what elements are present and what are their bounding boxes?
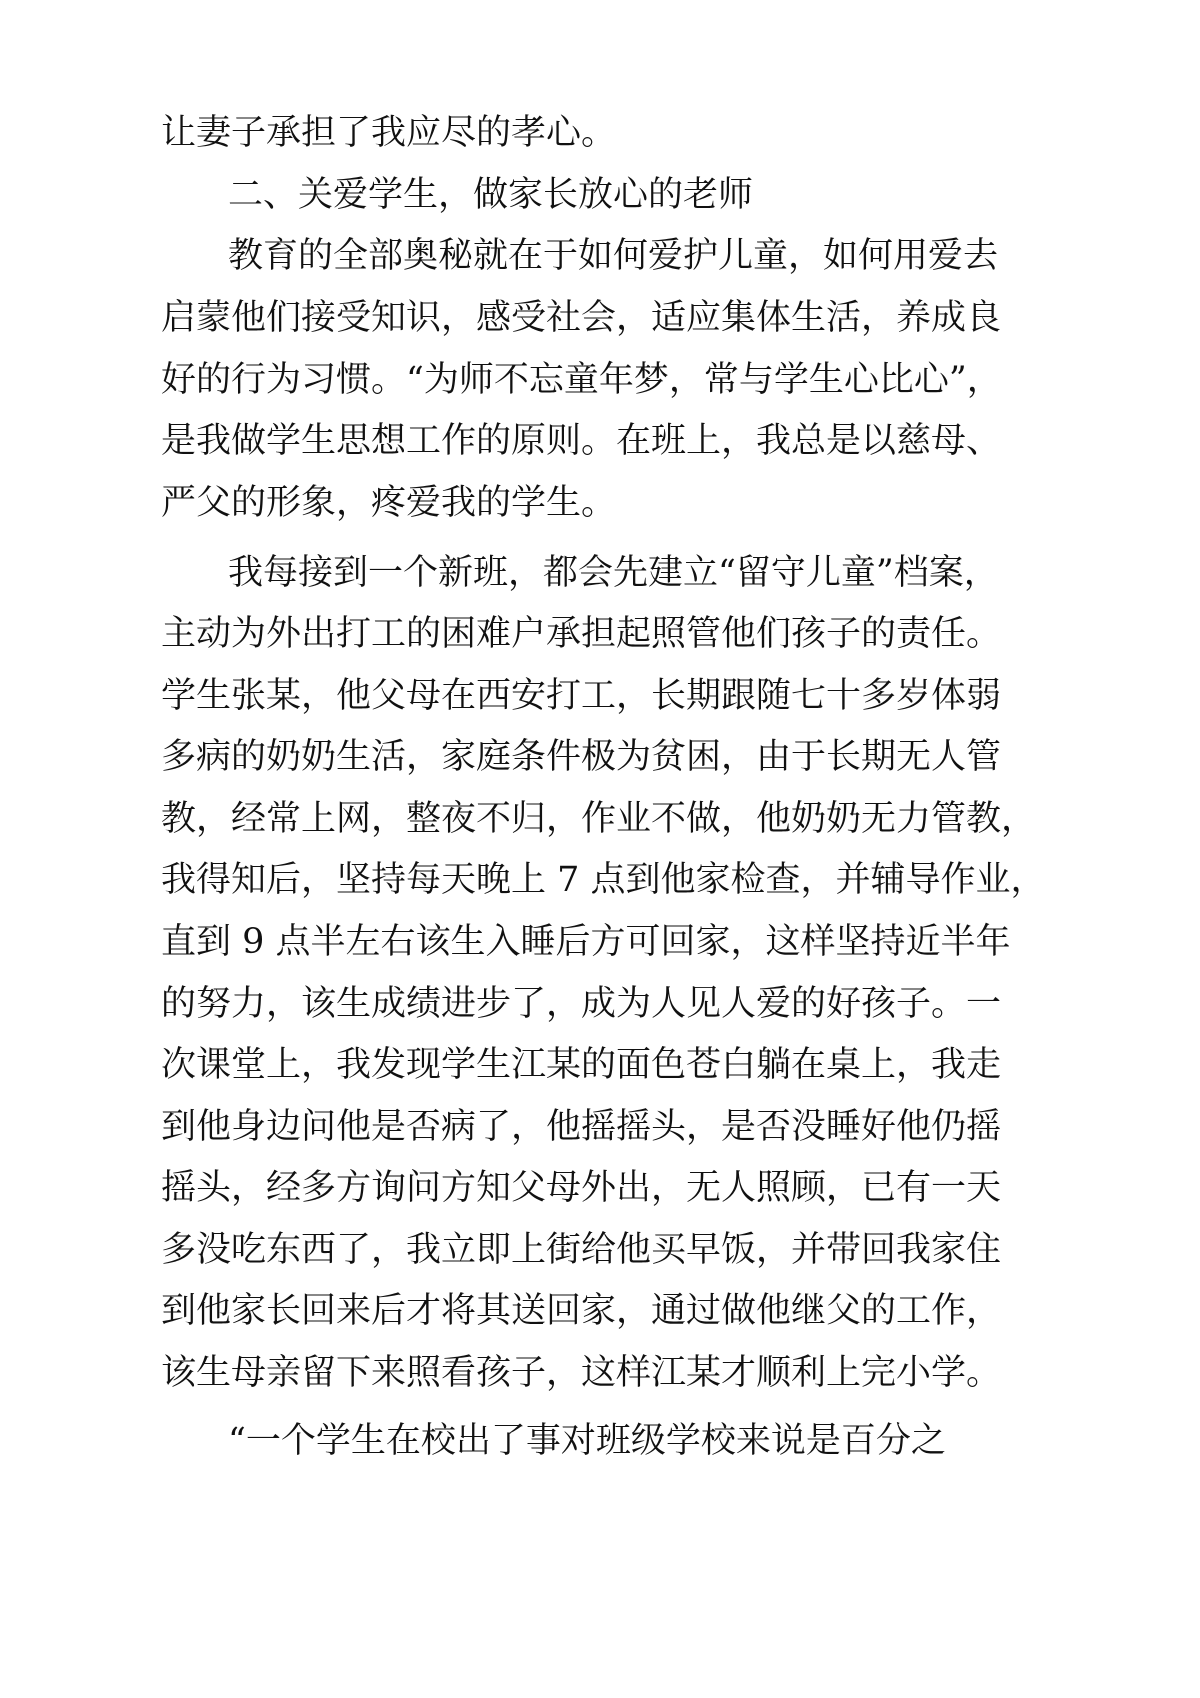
text-line-4: 启蒙他们接受知识，感受社会，适应集体生活，养成良 [161,298,1002,338]
text-line-3: 教育的全部奥秘就在于如何爱护儿童，如何用爱去 [228,236,999,276]
text-line-14: 直到 9 点半左右该生入睡后方可回家，这样坚持近半年 [161,922,1011,962]
text-line-8: 我每接到一个新班，都会先建立“留守儿童”档案， [228,553,999,593]
text-line-7: 严父的形象，疼爱我的学生。 [161,483,617,523]
text-line-16: 次课堂上，我发现学生江某的面色苍白躺在桌上，我走 [161,1045,1002,1085]
text-line-9: 主动为外出打工的困难户承担起照管他们孩子的责任。 [161,614,1002,654]
text-line-21: 该生母亲留下来照看孩子，这样江某才顺利上完小学。 [161,1353,1002,1393]
text-line-6: 是我做学生思想工作的原则。在班上，我总是以慈母、 [161,421,1002,461]
text-line-17: 到他身边问他是否病了，他摇摇头，是否没睡好他仍摇 [161,1107,1002,1147]
text-line-19: 多没吃东西了，我立即上街给他买早饭，并带回我家住 [161,1230,1002,1270]
text-line-12: 教，经常上网，整夜不归，作业不做，他奶奶无力管教， [161,799,1037,839]
text-line-13: 我得知后，坚持每天晚上 7 点到他家检查，并辅导作业， [161,860,1046,900]
text-line-18: 摇头，经多方询问方知父母外出，无人照顾，已有一天 [161,1168,1002,1208]
section-heading: 二、关爱学生，做家长放心的老师 [228,175,754,215]
text-line-22: “一个学生在校出了事对班级学校来说是百分之 [228,1421,946,1461]
text-line-15: 的努力，该生成绩进步了，成为人见人爱的好孩子。一 [161,984,1002,1024]
text-line-10: 学生张某，他父母在西安打工，长期跟随七十多岁体弱 [161,676,1002,716]
text-line-20: 到他家长回来后才将其送回家，通过做他继父的工作， [161,1291,1002,1331]
text-line-1: 让妻子承担了我应尽的孝心。 [161,113,617,153]
text-line-5: 好的行为习惯。“为师不忘童年梦，常与学生心比心”， [161,360,1002,400]
text-line-11: 多病的奶奶生活，家庭条件极为贫困，由于长期无人管 [161,737,1002,777]
